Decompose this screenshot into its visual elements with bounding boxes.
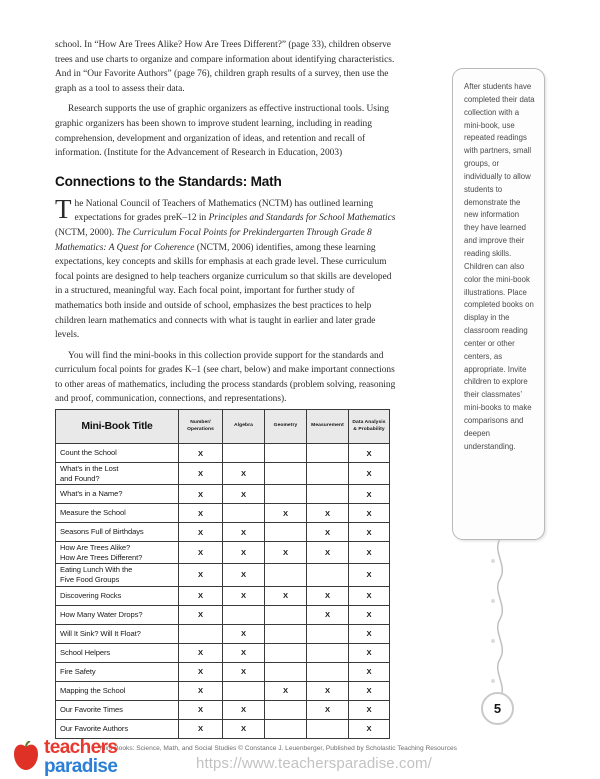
cell-mark-checked: X bbox=[179, 681, 223, 700]
cell-mark-checked: X bbox=[223, 586, 265, 605]
cell-mark-empty bbox=[265, 662, 307, 681]
teachersparadise-logo bbox=[12, 735, 188, 779]
cell-mark-checked: X bbox=[265, 586, 307, 605]
cell-mark-checked: X bbox=[349, 564, 390, 586]
paragraph-continuation: school. In “How Are Trees Alike? How Are Trees Different?” (page 33), children observe trees and use charts to organize and compare information about identifying characteristics. And in “Our Favorite Authors” (page 76), children graph results of a survey, then use the graph as a tool to assess their data. bbox=[55, 40, 395, 94]
cell-mark-empty bbox=[265, 564, 307, 586]
table-head bbox=[56, 410, 390, 444]
cell-minibook-title: Will It Sink? Will It Float? bbox=[56, 624, 179, 643]
cell-mark-empty bbox=[223, 444, 265, 463]
cell-minibook-title: Fire Safety bbox=[56, 662, 179, 681]
cell-mark-checked: X bbox=[179, 444, 223, 463]
cell-mark-checked: X bbox=[349, 523, 390, 542]
cell-minibook-title: Our Favorite Times bbox=[56, 700, 179, 719]
table-row bbox=[56, 463, 390, 485]
cell-mark-checked: X bbox=[223, 564, 265, 586]
cell-minibook-title: Our Favorite Authors bbox=[56, 719, 179, 738]
cell-mark-empty bbox=[307, 485, 349, 504]
cell-mark-checked: X bbox=[223, 624, 265, 643]
cell-mark-checked: X bbox=[223, 662, 265, 681]
footer-copyright: Mini-Books: Science, Math, and Social Studies © Constance J. Leuenberger, Published by Scholastic Teaching Resources bbox=[100, 745, 457, 752]
table-row bbox=[56, 444, 390, 463]
paragraph-research: Research supports the use of graphic organizers as effective instructional tools. Using graphic organizers has been shown to improve student learning, including in reading comprehension, development and organization of ideas, and retention and recall of information. (Institute for the Advancement of Research in Education, 2003) bbox=[55, 104, 389, 159]
cell-mark-checked: X bbox=[349, 643, 390, 662]
cell-minibook-title: Mapping the School bbox=[56, 681, 179, 700]
table-row bbox=[56, 523, 390, 542]
cell-mark-checked: X bbox=[349, 719, 390, 738]
cell-mark-empty bbox=[265, 643, 307, 662]
callout-text: After students have completed their data collection with a mini-book, use repeated readings with partners, small groups, or individually to allow students to demonstrate the new information they have learned and improve their reading skills. Children can also color the mini-book illustrations. Place completed books on display in the classroom reading center or other centers, as appropriate. Invite children to explore their classmates’ mini-books to make comparisons and deepen understanding. bbox=[464, 82, 535, 451]
logo-word-paradise: paradise bbox=[44, 756, 118, 777]
cell-mark-empty bbox=[265, 485, 307, 504]
cell-mark-checked: X bbox=[179, 523, 223, 542]
table-row bbox=[56, 662, 390, 681]
cell-mark-checked: X bbox=[179, 700, 223, 719]
table-header-row bbox=[56, 410, 390, 444]
cell-mark-checked: X bbox=[223, 700, 265, 719]
cell-mark-empty bbox=[307, 444, 349, 463]
wavy-connector-icon bbox=[487, 539, 513, 699]
cell-minibook-title: Measure the School bbox=[56, 504, 179, 523]
cell-mark-checked: X bbox=[223, 463, 265, 485]
standards-chart bbox=[55, 409, 389, 739]
cell-mark-checked: X bbox=[349, 504, 390, 523]
cell-mark-checked: X bbox=[307, 681, 349, 700]
cell-mark-checked: X bbox=[349, 624, 390, 643]
cell-minibook-title: How Many Water Drops? bbox=[56, 605, 179, 624]
cell-minibook-title: Seasons Full of Birthdays bbox=[56, 523, 179, 542]
cell-mark-empty bbox=[307, 624, 349, 643]
col-header-measurement: Measurement bbox=[307, 410, 349, 444]
cell-mark-checked: X bbox=[223, 523, 265, 542]
page-number-badge: 5 bbox=[481, 692, 514, 725]
table-row bbox=[56, 605, 390, 624]
cell-mark-checked: X bbox=[179, 485, 223, 504]
cell-mark-empty bbox=[265, 463, 307, 485]
cell-mark-checked: X bbox=[349, 542, 390, 564]
cell-mark-checked: X bbox=[179, 463, 223, 485]
cell-mark-checked: X bbox=[349, 662, 390, 681]
table-row bbox=[56, 542, 390, 564]
cell-mark-checked: X bbox=[349, 485, 390, 504]
cell-mark-empty bbox=[223, 504, 265, 523]
cell-mark-empty bbox=[179, 624, 223, 643]
cell-mark-checked: X bbox=[307, 542, 349, 564]
cell-minibook-title: Count the School bbox=[56, 444, 179, 463]
table-row bbox=[56, 681, 390, 700]
cell-mark-checked: X bbox=[179, 542, 223, 564]
col-header-title: Mini-Book Title bbox=[56, 410, 179, 444]
col-header-geometry: Geometry bbox=[265, 410, 307, 444]
logo-word-teachers: teachers bbox=[44, 737, 118, 758]
table-row bbox=[56, 624, 390, 643]
cell-mark-checked: X bbox=[349, 605, 390, 624]
cell-mark-empty bbox=[265, 605, 307, 624]
standards-table bbox=[55, 409, 390, 739]
cell-mark-checked: X bbox=[307, 605, 349, 624]
cell-mark-empty bbox=[265, 700, 307, 719]
cell-minibook-title: School Helpers bbox=[56, 643, 179, 662]
table-body bbox=[56, 444, 390, 739]
cell-mark-checked: X bbox=[349, 700, 390, 719]
col-header-number-operations: Number/ Operations bbox=[179, 410, 223, 444]
nctm-italic-2: The Curriculum Focal Points for Prekindergarten Through Grade 8 Mathematics: A Quest for Coherence bbox=[55, 227, 372, 253]
section-heading: Connections to the Standards: Math bbox=[55, 173, 282, 189]
cell-mark-checked: X bbox=[179, 504, 223, 523]
cell-mark-empty bbox=[307, 643, 349, 662]
col-header-algebra: Algebra bbox=[223, 410, 265, 444]
nctm-text-2: (NCTM, 2000). bbox=[55, 227, 117, 238]
cell-mark-checked: X bbox=[265, 542, 307, 564]
cell-minibook-title: Eating Lunch With the Five Food Groups bbox=[56, 564, 179, 586]
cell-mark-checked: X bbox=[307, 586, 349, 605]
col-header-data-analysis: Data Analysis & Probability bbox=[349, 410, 390, 444]
cell-mark-checked: X bbox=[349, 444, 390, 463]
cell-mark-checked: X bbox=[307, 504, 349, 523]
main-text-column bbox=[55, 38, 400, 413]
cell-minibook-title: What’s in a Name? bbox=[56, 485, 179, 504]
teaching-tip-callout bbox=[452, 68, 545, 540]
cell-mark-checked: X bbox=[265, 504, 307, 523]
cell-mark-empty bbox=[307, 719, 349, 738]
cell-mark-empty bbox=[307, 463, 349, 485]
cell-mark-checked: X bbox=[223, 643, 265, 662]
cell-mark-empty bbox=[307, 564, 349, 586]
table-row bbox=[56, 643, 390, 662]
cell-mark-checked: X bbox=[349, 681, 390, 700]
paragraph-nctm bbox=[55, 193, 400, 343]
cell-mark-checked: X bbox=[349, 586, 390, 605]
table-row bbox=[56, 564, 390, 586]
cell-mark-empty bbox=[265, 444, 307, 463]
cell-mark-checked: X bbox=[179, 564, 223, 586]
paragraph-minibooks-support: You will find the mini-books in this collection provide support for the standards and curriculum focal points for grades K–1 (see chart, below) and make important connections to other areas of mathematics, including the process standards (problem solving, reasoning and proof, communication, connections, and representations). bbox=[55, 350, 396, 405]
cell-mark-empty bbox=[223, 681, 265, 700]
table-row bbox=[56, 485, 390, 504]
cell-mark-empty bbox=[265, 523, 307, 542]
table-row bbox=[56, 586, 390, 605]
table-row bbox=[56, 504, 390, 523]
cell-mark-checked: X bbox=[307, 700, 349, 719]
cell-mark-empty bbox=[265, 719, 307, 738]
cell-mark-checked: X bbox=[223, 542, 265, 564]
cell-mark-empty bbox=[223, 605, 265, 624]
cell-minibook-title: Discovering Rocks bbox=[56, 586, 179, 605]
table-row bbox=[56, 700, 390, 719]
cell-mark-checked: X bbox=[265, 681, 307, 700]
cell-mark-checked: X bbox=[349, 463, 390, 485]
cell-mark-checked: X bbox=[223, 719, 265, 738]
cell-mark-checked: X bbox=[179, 643, 223, 662]
cell-mark-empty bbox=[265, 624, 307, 643]
nctm-italic-1: Principles and Standards for School Mathematics bbox=[208, 213, 396, 224]
watermark-url: https://www.teachersparadise.com/ bbox=[196, 755, 432, 772]
nctm-text-3: (NCTM, 2006) identifies, among these learning expectations, key concepts and skills for emphasis at each grade level. These curriculum focal points are designed to help teachers organize curriculum so that skills are developed in a structured, meaningful way. Each focal point, important for further study of mathematics both inside and outside of school, emphasizes the best practices to help children learn mathematics and connects with what is taught in earlier and later grade levels. bbox=[55, 242, 392, 341]
cell-mark-checked: X bbox=[179, 719, 223, 738]
cell-mark-checked: X bbox=[179, 586, 223, 605]
cell-mark-checked: X bbox=[179, 605, 223, 624]
cell-minibook-title: What’s in the Lost and Found? bbox=[56, 463, 179, 485]
nctm-text-1: he National Council of Teachers of Mathematics (NCTM) has outlined learning expectations for grades preK–12 in bbox=[74, 198, 374, 224]
cell-mark-checked: X bbox=[307, 523, 349, 542]
cell-minibook-title: How Are Trees Alike? How Are Trees Different? bbox=[56, 542, 179, 564]
apple-icon bbox=[12, 741, 40, 771]
drop-cap-letter: T bbox=[55, 193, 72, 224]
cell-mark-checked: X bbox=[179, 662, 223, 681]
cell-mark-checked: X bbox=[223, 485, 265, 504]
cell-mark-empty bbox=[307, 662, 349, 681]
